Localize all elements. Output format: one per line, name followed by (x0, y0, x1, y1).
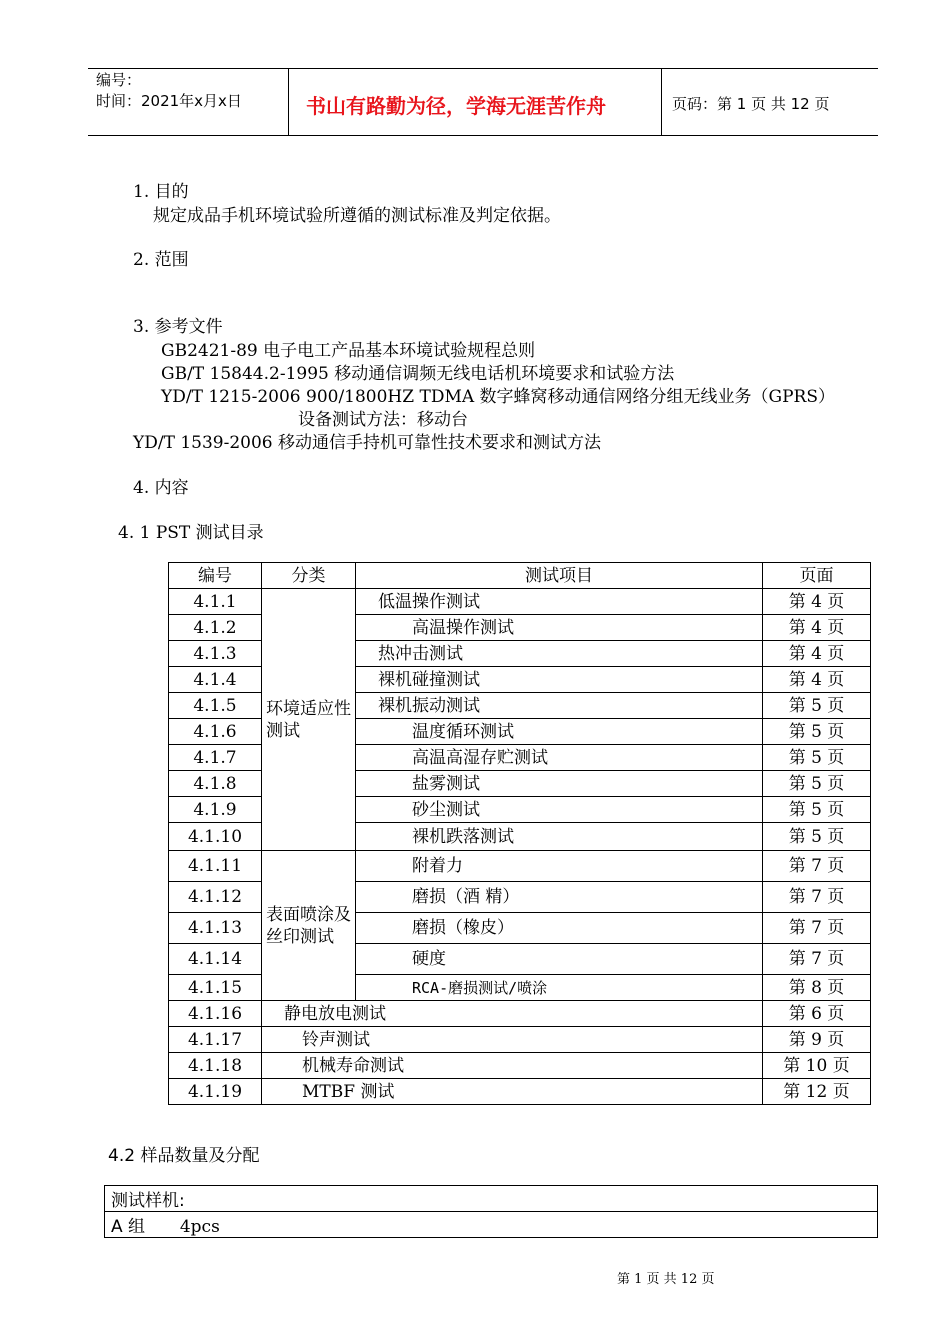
row-number: 4.1.1 (169, 589, 262, 615)
category-env: 环境适应性测试 (262, 589, 356, 851)
row-item: 裸机碰撞测试 (356, 667, 763, 693)
row-page: 第 4 页 (763, 667, 871, 693)
reference-1: GB2421-89 电子电工产品基本环境试验规程总则 (161, 341, 536, 361)
row-item: 砂尘测试 (356, 797, 763, 823)
row-item: 磨损（橡皮） (356, 913, 763, 944)
row-item: 低温操作测试 (356, 589, 763, 615)
row-page: 第 5 页 (763, 797, 871, 823)
row-number: 4.1.17 (169, 1027, 262, 1053)
pst-test-table (168, 562, 871, 1105)
row-item: 磨损（酒 精） (356, 882, 763, 913)
row-item: 静电放电测试 (262, 1001, 763, 1027)
row-number: 4.1.8 (169, 771, 262, 797)
row-page: 第 9 页 (763, 1027, 871, 1053)
row-page: 第 5 页 (763, 745, 871, 771)
row-page: 第 5 页 (763, 719, 871, 745)
reference-4: YD/T 1539-2006 移动通信手持机可靠性技术要求和测试方法 (133, 433, 601, 453)
row-number: 4.1.13 (169, 913, 262, 944)
row-page: 第 5 页 (763, 771, 871, 797)
header-top-rule (88, 68, 878, 69)
row-number: 4.1.18 (169, 1053, 262, 1079)
col-header-page: 页面 (763, 563, 871, 589)
section-1-body: 规定成品手机环境试验所遵循的测试标准及判定依据。 (153, 206, 561, 226)
header-page-info: 页码：第 1 页 共 12 页 (672, 95, 830, 113)
sample-row (105, 1212, 878, 1238)
section-4-title: 4. 内容 (133, 478, 189, 498)
sample-group-cell (105, 1212, 878, 1238)
row-number: 4.1.14 (169, 944, 262, 975)
row-item: 高温操作测试 (356, 615, 763, 641)
row-number: 4.1.9 (169, 797, 262, 823)
row-page: 第 7 页 (763, 944, 871, 975)
row-page: 第 4 页 (763, 641, 871, 667)
sample-table (104, 1185, 878, 1238)
reference-3-cont: 设备测试方法：移动台 (298, 410, 468, 430)
header-number-label: 编号： (96, 71, 142, 89)
sample-group-a: A 组 (111, 1217, 146, 1237)
table-row (169, 589, 871, 615)
row-page: 第 7 页 (763, 913, 871, 944)
reference-3: YD/T 1215-2006 900/1800HZ TDMA 数字蜂窝移动通信网络分组无线业务（GPRS） (161, 387, 835, 407)
section-4-1-title: 4. 1 PST 测试目录 (118, 523, 264, 543)
header-divider-2 (661, 68, 662, 136)
row-number: 4.1.5 (169, 693, 262, 719)
row-item: 机械寿命测试 (262, 1053, 763, 1079)
row-item: 铃声测试 (262, 1027, 763, 1053)
row-number: 4.1.4 (169, 667, 262, 693)
col-header-item: 测试项目 (356, 563, 763, 589)
table-row (169, 851, 871, 882)
row-page: 第 4 页 (763, 615, 871, 641)
row-item: 裸机振动测试 (356, 693, 763, 719)
section-4-2-title: 4.2 样品数量及分配 (108, 1146, 260, 1166)
row-item: 附着力 (356, 851, 763, 882)
row-page: 第 10 页 (763, 1053, 871, 1079)
table-row (169, 1053, 871, 1079)
row-number: 4.1.7 (169, 745, 262, 771)
sample-header: 测试样机: (105, 1186, 878, 1212)
row-item: 盐雾测试 (356, 771, 763, 797)
footer-page-number: 第 1 页 共 12 页 (617, 1272, 715, 1287)
row-item: 温度循环测试 (356, 719, 763, 745)
col-header-category: 分类 (262, 563, 356, 589)
header-motto: 书山有路勤为径，学海无涯苦作舟 (306, 94, 606, 118)
row-page: 第 6 页 (763, 1001, 871, 1027)
col-header-number: 编号 (169, 563, 262, 589)
sample-group-a-qty: 4pcs (179, 1217, 220, 1237)
row-number: 4.1.3 (169, 641, 262, 667)
table-header-row (169, 563, 871, 589)
row-number: 4.1.11 (169, 851, 262, 882)
row-number: 4.1.12 (169, 882, 262, 913)
table-row (169, 1027, 871, 1053)
row-number: 4.1.6 (169, 719, 262, 745)
row-page: 第 7 页 (763, 882, 871, 913)
row-page: 第 4 页 (763, 589, 871, 615)
row-page: 第 8 页 (763, 975, 871, 1001)
row-number: 4.1.19 (169, 1079, 262, 1105)
row-item: 高温高湿存贮测试 (356, 745, 763, 771)
row-item: 热冲击测试 (356, 641, 763, 667)
row-number: 4.1.15 (169, 975, 262, 1001)
category-surface: 表面喷涂及丝印测试 (262, 851, 356, 1001)
table-row (169, 1001, 871, 1027)
section-3-title: 3. 参考文件 (133, 317, 223, 337)
row-page: 第 12 页 (763, 1079, 871, 1105)
row-page: 第 5 页 (763, 823, 871, 851)
table-row (169, 1079, 871, 1105)
section-2-title: 2. 范围 (133, 250, 189, 270)
row-number: 4.1.10 (169, 823, 262, 851)
row-page: 第 5 页 (763, 693, 871, 719)
row-item: 裸机跌落测试 (356, 823, 763, 851)
section-1-title: 1. 目的 (133, 182, 189, 202)
row-item: 硬度 (356, 944, 763, 975)
header-divider-1 (288, 68, 289, 136)
reference-2: GB/T 15844.2-1995 移动通信调频无线电话机环境要求和试验方法 (161, 364, 675, 384)
row-item: RCA-磨损测试/喷涂 (356, 975, 763, 1001)
row-item: MTBF 测试 (262, 1079, 763, 1105)
row-number: 4.1.16 (169, 1001, 262, 1027)
sample-header-row (105, 1186, 878, 1212)
header-bottom-rule (88, 135, 878, 136)
row-number: 4.1.2 (169, 615, 262, 641)
row-page: 第 7 页 (763, 851, 871, 882)
header-time-label: 时间：2021年x月x日 (96, 92, 242, 110)
